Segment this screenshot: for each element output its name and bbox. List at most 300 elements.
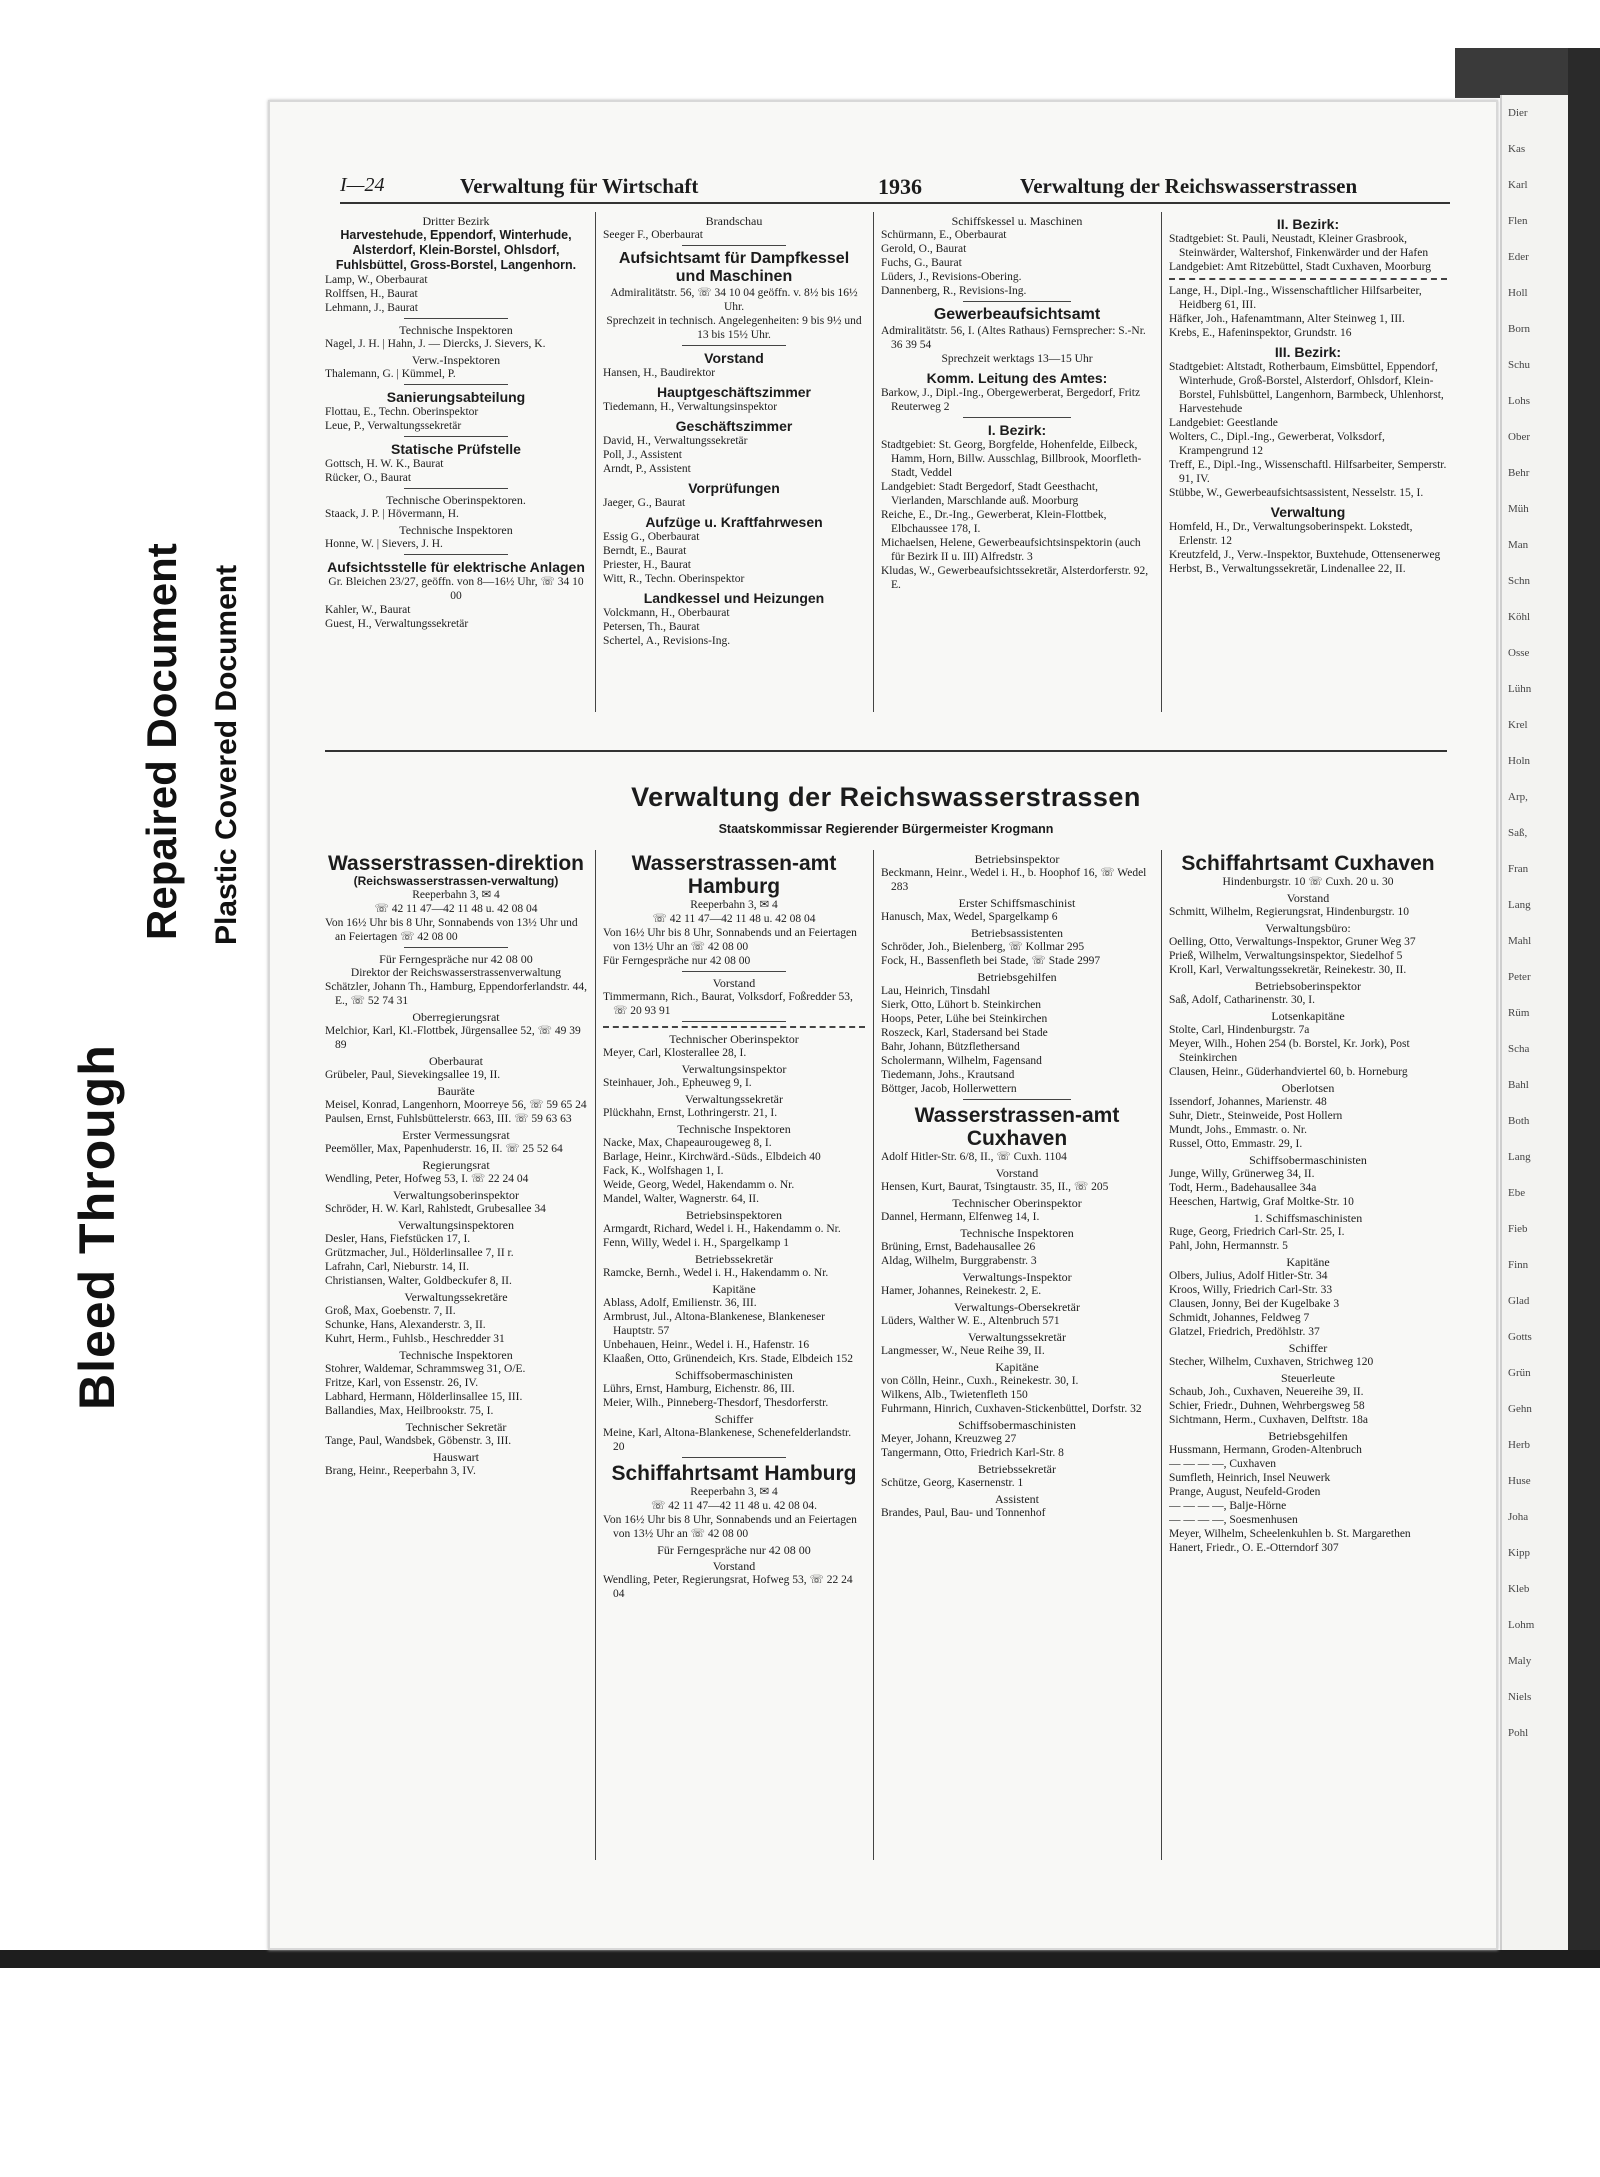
edge-fragment: Holn [1508, 755, 1530, 767]
section-heading: Betriebssekretär [695, 1252, 773, 1266]
entry-line: Tangermann, Otto, Friedrich Karl-Str. 8 [881, 1447, 1064, 1459]
section-heading: Für Ferngespräche nur 42 08 00 [657, 1543, 811, 1557]
running-head-right: Verwaltung der Reichswasserstrassen [1020, 174, 1358, 198]
entry-line: Schätzler, Johann Th., Hamburg, Eppendorferlandstr. 44, E., ☏ 52 74 31 [325, 981, 587, 1007]
section-heading: Betriebsgehilfen [1268, 1429, 1348, 1443]
edge-fragment: Holl [1508, 287, 1528, 299]
entry-line: Schütze, Georg, Kasernenstr. 1 [881, 1477, 1024, 1489]
entry-line: Volckmann, H., Oberbaurat [603, 607, 730, 619]
edge-fragment: Schn [1508, 575, 1530, 587]
entry-line: Wolters, C., Dipl.-Ing., Gewerberat, Volksdorf, Krampengrund 12 [1169, 431, 1385, 457]
entry-line: Sichtmann, Herm., Cuxhaven, Delftstr. 18a [1169, 1414, 1368, 1426]
column-wasserstrassenamt-hamburg [603, 850, 865, 1860]
entry-line: Steinhauer, Joh., Epheuweg 9, I. [603, 1077, 752, 1089]
short-rule [404, 947, 509, 948]
entry-line: Paulsen, Ernst, Fuhlsbüttelerstr. 663, III. ☏ 59 63 63 [325, 1113, 572, 1125]
entry-line: Lehmann, J., Baurat [325, 302, 418, 314]
section-heading: Technische Inspektoren [399, 1348, 513, 1362]
entry-line: Lau, Heinrich, Tinsdahl [881, 985, 991, 997]
entry-line: Hoops, Peter, Lühe bei Steinkirchen [881, 1013, 1048, 1025]
section-heading: Statische Prüfstelle [391, 441, 521, 457]
edge-fragment: Kas [1508, 143, 1526, 155]
short-rule [682, 1021, 787, 1022]
section-heading: Schiffer [714, 1412, 754, 1426]
entry-line: Hanert, Friedr., O. E.-Otterndorf 307 [1169, 1542, 1339, 1554]
entry-line: Brüning, Ernst, Badehausallee 26 [881, 1241, 1036, 1253]
entry-line: Rolffsen, H., Baurat [325, 288, 418, 300]
entry-line: Timmermann, Rich., Baurat, Volksdorf, Foßredder 53, ☏ 20 93 91 [603, 991, 853, 1017]
section-heading: Verwaltungs-Obersekretär [954, 1300, 1080, 1314]
entry-line: Homfeld, H., Dr., Verwaltungsoberinspekt. Lokstedt, Erlenstr. 12 [1169, 521, 1413, 547]
running-head-left: Verwaltung für Wirtschaft [460, 174, 699, 198]
entry-line: Meyer, Wilhelm, Scheelenkuhlen b. St. Margarethen [1169, 1528, 1411, 1540]
scan-dark-corner [1455, 48, 1568, 98]
edge-fragment: Lohm [1508, 1619, 1535, 1631]
entry-line: Thalemann, G. | Kümmel, P. [325, 368, 456, 380]
short-rule [963, 1099, 1072, 1100]
section-heading: Hauptgeschäftszimmer [656, 384, 812, 400]
scan-margin [0, 0, 1600, 48]
entry-line: Peemöller, Max, Papenhuderstr. 16, II. ☏ 25 52 64 [325, 1143, 563, 1155]
section-heading: Verwaltungssekretäre [404, 1290, 508, 1304]
entry-line: Hansen, H., Baudirektor [603, 367, 716, 379]
section-heading: Vorstand [704, 350, 764, 366]
section-heading: Hauswart [433, 1450, 479, 1464]
section-heading: Dritter Bezirk [422, 214, 490, 228]
section-heading: Admiralitätstr. 56, ☏ 34 10 04 geöffn. v. 8½ bis 16½ Uhr. [610, 287, 858, 313]
section-heading: Harvestehude, Eppendorf, Winterhude, Alsterdorf, Klein-Borstel, Ohlsdorf, Fuhlsbüttel, Gross-Borstel, Langenhorn. [335, 228, 577, 272]
edge-fragment: Ebe [1508, 1187, 1526, 1199]
section-heading: ☏ 42 11 47—42 11 48 u. 42 08 04 [652, 913, 816, 925]
section-heading: Schiffskessel u. Maschinen [951, 214, 1083, 228]
entry-line: Desler, Hans, Fiefstücken 17, I. [325, 1233, 471, 1245]
entry-line: Hamer, Johannes, Reinekestr. 2, E. [881, 1285, 1042, 1297]
entry-line: Schunke, Hans, Alexanderstr. 3, II. [325, 1319, 486, 1331]
entry-line: Wilkens, Alb., Twietenfleth 150 [881, 1389, 1028, 1401]
entry-line: Clausen, Jonny, Bei der Kugelbake 3 [1169, 1298, 1340, 1310]
entry-line: Fock, H., Bassenfleth bei Stade, ☏ Stade 2997 [881, 955, 1101, 967]
column-bezirke [1169, 212, 1447, 712]
column-wasserstrassenamt-cuxhaven [881, 850, 1153, 1860]
entry-line: Leue, P., Verwaltungssekretär [325, 420, 462, 432]
entry-line: Sierk, Otto, Lühort b. Steinkirchen [881, 999, 1042, 1011]
entry-line: Meyer, Johann, Kreuzweg 27 [881, 1433, 1017, 1445]
short-rule [404, 436, 509, 437]
entry-line: Stadtgebiet: St. Georg, Borgfelde, Hohenfelde, Eilbeck, Hamm, Horn, Billw. Ausschlag, Billbrook, Moorfleth-Stadt, Veddel [881, 439, 1142, 479]
column-divider [595, 850, 596, 1860]
entry-line: Scholermann, Wilhelm, Fagensand [881, 1055, 1042, 1067]
entry-line: Staack, J. P. | Hövermann, H. [325, 508, 459, 520]
page-number: I—24 [340, 174, 385, 196]
short-rule [963, 301, 1072, 302]
edge-fragment: Fieb [1508, 1223, 1528, 1235]
entry-line: Suhr, Dietr., Steinweide, Post Hollern [1169, 1110, 1343, 1122]
entry-line: Lührs, Ernst, Hamburg, Eichenstr. 86, III. [603, 1383, 795, 1395]
section-heading: Aufsichtsamt für Dampfkessel und Maschinen [618, 250, 850, 285]
section-heading: Vorstand [1286, 891, 1330, 905]
scan-dark-edge [1568, 48, 1600, 1968]
section-heading: Komm. Leitung des Amtes: [926, 370, 1108, 386]
entry-line: Schertel, A., Revisions-Ing. [603, 635, 731, 647]
section-heading: Sanierungsabteilung [386, 389, 526, 405]
edge-fragment: Both [1508, 1115, 1530, 1127]
section-heading: ☏ 42 11 47—42 11 48 u. 42 08 04 [374, 903, 538, 915]
entry-line: Ablass, Adolf, Emilienstr. 36, III. [603, 1297, 757, 1309]
short-rule [963, 417, 1072, 418]
section-heading: Schiffahrtsamt Cuxhaven [1181, 852, 1435, 875]
entry-line: Lamp, W., Oberbaurat [325, 274, 428, 286]
column-divider [873, 212, 874, 712]
entry-line: Lüders, J., Revisions-Obering. [881, 271, 1022, 283]
section-heading: I. Bezirk: [987, 422, 1047, 438]
section-heading: Hindenburgstr. 10 ☏ Cuxh. 20 u. 30 [1222, 876, 1394, 888]
entry-line: Lafrahn, Carl, Nieburstr. 14, II. [325, 1261, 470, 1273]
entry-line: Landgebiet: Geestlande [1169, 417, 1278, 429]
entry-line: Wendling, Peter, Regierungsrat, Hofweg 53, ☏ 22 24 04 [603, 1574, 853, 1600]
entry-line: Fack, K., Wolfshagen 1, I. [603, 1165, 724, 1177]
edge-fragment: Huse [1508, 1475, 1531, 1487]
entry-line: Bahr, Johann, Bützflethersand [881, 1041, 1020, 1053]
section-title: Verwaltung der Reichswasserstrassen [631, 782, 1141, 812]
edge-fragment: Bahl [1508, 1079, 1529, 1091]
section-heading: Steuerleute [1281, 1371, 1335, 1385]
edge-fragment: Peter [1508, 971, 1531, 983]
section-heading: Verwaltungsbüro: [1265, 921, 1351, 935]
entry-line: David, H., Verwaltungssekretär [603, 435, 748, 447]
section-heading: Sprechzeit in technisch. Angelegenheiten: 9 bis 9½ und 13 bis 15½ Uhr. [606, 315, 862, 341]
entry-line: Lüders, Walther W. E., Altenbruch 571 [881, 1315, 1060, 1327]
section-divider [325, 750, 1447, 752]
entry-line: Kludas, W., Gewerbeaufsichtssekretär, Alsterdorferstr. 92, E. [881, 565, 1149, 591]
entry-line: Schier, Friedr., Duhnen, Wehrbergsweg 58 [1169, 1400, 1365, 1412]
entry-line: Pahl, John, Hermannstr. 5 [1169, 1240, 1288, 1252]
entry-line: Russel, Otto, Emmastr. 29, I. [1169, 1138, 1303, 1150]
column-schiffahrtsamt-cuxhaven [1169, 850, 1447, 1860]
entry-line: Nacke, Max, Chapeaurougeweg 8, I. [603, 1137, 772, 1149]
section-heading: Betriebssekretär [978, 1462, 1056, 1476]
entry-line: Beckmann, Heinr., Wedel i. H., b. Hoophof 16, ☏ Wedel 283 [881, 867, 1147, 893]
edge-fragment: Finn [1508, 1259, 1529, 1271]
entry-line: Brandes, Paul, Bau- und Tonnenhof [881, 1507, 1046, 1519]
section-heading: Technische Oberinspektoren. [386, 493, 526, 507]
edge-fragment: Pohl [1508, 1727, 1529, 1739]
section-heading: Verwaltungs-Inspektor [962, 1270, 1072, 1284]
entry-line: Aldag, Wilhelm, Burggrabenstr. 3 [881, 1255, 1037, 1267]
entry-line: Fuchs, G., Baurat [881, 257, 962, 269]
entry-line: Plückhahn, Ernst, Lothringerstr. 21, I. [603, 1107, 778, 1119]
section-heading: Schiffahrtsamt Hamburg [611, 1462, 857, 1485]
entry-line: Schmitt, Wilhelm, Regierungsrat, Hindenburgstr. 10 [1169, 906, 1409, 918]
section-heading: Reeperbahn 3, ✉ 4 [412, 889, 500, 901]
bleed-through-label: Bleed Through [69, 1044, 125, 1410]
entry-line: Meisel, Konrad, Langenhorn, Moorreye 56, ☏ 59 65 24 [325, 1099, 587, 1111]
entry-line: Von 16½ Uhr bis 8 Uhr, Sonnabends von 13½ Uhr und an Feiertagen ☏ 42 08 00 [325, 917, 578, 943]
entry-line: Priester, H., Baurat [603, 559, 692, 571]
short-rule [404, 554, 509, 555]
entry-line: Dannel, Hermann, Elfenweg 14, I. [881, 1211, 1040, 1223]
section-heading: Schiffsobermaschinisten [1249, 1153, 1367, 1167]
edge-fragment: Man [1508, 539, 1529, 551]
edge-fragment: Maly [1508, 1655, 1532, 1667]
entry-line: Kroos, Willy, Friedrich Carl-Str. 33 [1169, 1284, 1333, 1296]
entry-line: Seeger F., Oberbaurat [603, 229, 703, 241]
entry-line: Berndt, E., Baurat [603, 545, 687, 557]
entry-line: Herbst, B., Verwaltungssekretär, Lindenallee 22, II. [1169, 563, 1406, 575]
edge-fragment: Herb [1508, 1439, 1530, 1451]
edge-fragment: Karl [1508, 179, 1528, 191]
section-heading: Gr. Bleichen 23/27, geöffn. von 8—16½ Uhr, ☏ 34 10 00 [328, 576, 584, 602]
section-heading: Oberbaurat [429, 1054, 483, 1068]
entry-line: Grützmacher, Jul., Hölderlinsallee 7, II r. [325, 1247, 514, 1259]
entry-line: Glatzel, Friedrich, Predöhlstr. 37 [1169, 1326, 1320, 1338]
entry-line: Rücker, O., Baurat [325, 472, 412, 484]
edge-fragment: Gehn [1508, 1403, 1532, 1415]
section-heading: (Reichswasserstrassen-verwaltung) [353, 874, 559, 888]
entry-line: Meine, Karl, Altona-Blankenese, Schenefelderlandstr. 20 [603, 1427, 852, 1453]
section-heading: Betriebsoberinspektor [1255, 979, 1361, 993]
entry-line: Klaaßen, Otto, Grünendeich, Krs. Stade, Elbdeich 152 [603, 1353, 854, 1365]
edge-fragment: Lang [1508, 1151, 1531, 1163]
edge-fragment: Grün [1508, 1367, 1531, 1379]
entry-line: Jaeger, G., Baurat [603, 497, 686, 509]
section-heading: Verwaltungsinspektoren [398, 1218, 514, 1232]
section-heading: Kapitäne [712, 1282, 756, 1296]
entry-line: Wendling, Peter, Hofweg 53, I. ☏ 22 24 04 [325, 1173, 529, 1185]
entry-line: Ramcke, Bernh., Wedel i. H., Hakendamm o. Nr. [603, 1267, 829, 1279]
edge-fragment: Mahl [1508, 935, 1532, 947]
edge-fragment: Ober [1508, 431, 1530, 443]
entry-line: Tange, Paul, Wandsbek, Göbenstr. 3, III. [325, 1435, 512, 1447]
entry-line: Hussmann, Hermann, Groden-Altenbruch [1169, 1444, 1362, 1456]
entry-line: Melchior, Karl, Kl.-Flottbek, Jürgensallee 52, ☏ 49 39 89 [325, 1025, 581, 1051]
entry-line: — — — —, Balje-Hörne [1169, 1500, 1287, 1512]
entry-line: Michaelsen, Helene, Gewerbeaufsichtsinspektorin (auch für Bezirk II u. III) Alfredstr. 3 [881, 537, 1141, 563]
section-heading: Schiffsobermaschinisten [958, 1418, 1076, 1432]
section-heading: Wasserstrassen-direktion [328, 852, 584, 875]
edge-fragment: Schu [1508, 359, 1530, 371]
section-heading: ☏ 42 11 47—42 11 48 u. 42 08 04. [651, 1500, 817, 1512]
edge-fragment: Niels [1508, 1691, 1532, 1703]
column-divider [1161, 850, 1162, 1860]
stamp-labels [60, 420, 260, 1420]
section-heading: Erster Vermessungsrat [402, 1128, 510, 1142]
entry-line: Böttger, Jacob, Hollerwettern [881, 1083, 1017, 1095]
entry-line: Schröder, H. W. Karl, Rahlstedt, Grubesallee 34 [325, 1203, 546, 1215]
entry-line: Stadtgebiet: Altstadt, Rotherbaum, Eimsbüttel, Eppendorf, Winterhude, Groß-Borstel, Alsterdorf, Ohlsdorf, Klein-Borstel, Fuhlsbüttel, Langenhorn, Barmbeck, Uhlenhorst, Harvestehude [1169, 361, 1444, 415]
column-divider [595, 212, 596, 712]
section-heading: Betriebsgehilfen [977, 970, 1057, 984]
entry-line: Von 16½ Uhr bis 8 Uhr, Sonnabends und an Feiertagen von 13½ Uhr an ☏ 42 08 00 [603, 1514, 857, 1540]
entry-line: Fuhrmann, Hinrich, Cuxhaven-Stickenbüttel, Dorfstr. 32 [881, 1403, 1142, 1415]
section-heading: Technischer Oberinspektor [952, 1196, 1082, 1210]
section-heading: Betriebsinspektor [974, 852, 1060, 866]
entry-line: Issendorf, Johannes, Marienstr. 48 [1169, 1096, 1327, 1108]
entry-line: Unbehauen, Heinr., Wedel i. H., Hafenstr. 16 [603, 1339, 810, 1351]
entry-line: Nagel, J. H. | Hahn, J. — Diercks, J. Sievers, K. [325, 338, 546, 350]
column-aufsichtsamt [603, 212, 865, 712]
short-rule [682, 245, 787, 246]
section-heading: III. Bezirk: [1274, 344, 1342, 360]
section-heading: Verwaltungsoberinspektor [393, 1188, 519, 1202]
entry-line: Stadtgebiet: St. Pauli, Neustadt, Kleiner Grasbrook, Steinwärder, Waltershof, Finkenwärder und der Hafen [1169, 233, 1429, 259]
entry-line: Arndt, P., Assistent [603, 463, 691, 475]
document-page [268, 100, 1498, 1950]
entry-line: Armbrust, Jul., Altona-Blankenese, Blankeneser Hauptstr. 57 [603, 1311, 825, 1337]
edge-fragment: Eder [1508, 251, 1529, 263]
section-heading: Kapitäne [1286, 1255, 1330, 1269]
section-heading: Schiffsobermaschinisten [675, 1368, 793, 1382]
section-heading: Technische Inspektoren [399, 523, 513, 537]
entry-line: Barkow, J., Dipl.-Ing., Obergewerberat, Bergedorf, Fritz Reuterweg 2 [881, 387, 1141, 413]
entry-line: Honne, W. | Sievers, J. H. [325, 538, 443, 550]
entry-line: Admiralitätstr. 56, I. (Altes Rathaus) Fernsprecher: S.-Nr. 36 39 54 [881, 325, 1146, 351]
entry-line: Landgebiet: Stadt Bergedorf, Stadt Geesthacht, Vierlanden, Marschlande auß. Moorburg [881, 481, 1098, 507]
edge-fragment: Kleb [1508, 1583, 1530, 1595]
entry-line: Häfker, Joh., Hafenamtmann, Alter Steinweg 1, III. [1169, 313, 1405, 325]
entry-line: Ruge, Georg, Friedrich Carl-Str. 25, I. [1169, 1226, 1345, 1238]
entry-line: Schürmann, E., Oberbaurat [881, 229, 1007, 241]
section-heading: Verwaltungssekretär [968, 1330, 1066, 1344]
entry-line: Meier, Wilh., Pinneberg-Thesdorf, Thesdorferstr. [603, 1397, 829, 1409]
section-heading: Reeperbahn 3, ✉ 4 [690, 899, 778, 911]
edge-fragment: Flen [1508, 215, 1528, 227]
section-heading: Bauräte [437, 1084, 475, 1098]
section-heading: Vorprüfungen [688, 480, 780, 496]
edge-fragment: Lühn [1508, 683, 1532, 695]
entry-line: Flottau, E., Techn. Oberinspektor [325, 406, 479, 418]
section-heading: Verwaltungssekretär [685, 1092, 783, 1106]
entry-line: Tiedemann, Johs., Krautsand [881, 1069, 1015, 1081]
entry-line: Olbers, Julius, Adolf Hitler-Str. 34 [1169, 1270, 1328, 1282]
edge-fragment: Osse [1508, 647, 1530, 659]
entry-line: — — — —, Soesmenhusen [1169, 1514, 1298, 1526]
edge-fragment: Dier [1508, 107, 1528, 119]
section-heading: Geschäftszimmer [675, 418, 793, 434]
entry-line: Todt, Herm., Badehausallee 34a [1169, 1182, 1317, 1194]
entry-line: Weide, Georg, Wedel, Hakendamm o. Nr. [603, 1179, 795, 1191]
entry-line: Langmesser, W., Neue Reihe 39, II. [881, 1345, 1045, 1357]
column-divider [873, 850, 874, 1860]
entry-line: Essig G., Oberbaurat [603, 531, 700, 543]
section-heading: Wasserstrassen-amt Hamburg [631, 852, 837, 898]
entry-line: Hanusch, Max, Wedel, Spargelkamp 6 [881, 911, 1058, 923]
section-heading: Schiffer [1288, 1341, 1328, 1355]
entry-line: — — — —, Cuxhaven [1169, 1458, 1277, 1470]
entry-line: Gottsch, H. W. K., Baurat [325, 458, 444, 470]
entry-line: Krebs, E., Hafeninspektor, Grundstr. 16 [1169, 327, 1352, 339]
entry-line: Prieß, Wilhelm, Verwaltungsinspektor, Siedelhof 5 [1169, 950, 1403, 962]
section-heading: Vorstand [995, 1166, 1039, 1180]
edge-fragment: Joha [1508, 1511, 1529, 1523]
entry-line: Schröder, Joh., Bielenberg, ☏ Kollmar 295 [881, 941, 1085, 953]
section-heading: Aufsichtsstelle für elektrische Anlagen [327, 559, 585, 575]
entry-line: Poll, J., Assistent [603, 449, 682, 461]
edge-fragment: Arp, [1508, 791, 1528, 803]
entry-line: Labhard, Hermann, Hölderlinsallee 15, III. [325, 1391, 523, 1403]
entry-line: Barlage, Heinr., Kirchwärd.-Süds., Elbdeich 40 [603, 1151, 821, 1163]
edge-fragment: Fran [1508, 863, 1529, 875]
edge-fragment: Behr [1508, 467, 1530, 479]
section-heading: Reeperbahn 3, ✉ 4 [690, 1486, 778, 1498]
edge-fragment: Lohs [1508, 395, 1530, 407]
section-heading: Verw.-Inspektoren [411, 353, 501, 367]
entry-line: Treff, E., Dipl.-Ing., Wissenschaftl. Hilfsarbeiter, Semperstr. 91, IV. [1169, 459, 1447, 485]
entry-line: Kroll, Karl, Verwaltungssekretär, Reinekestr. 30, II. [1169, 964, 1407, 976]
entry-line: Saß, Adolf, Catharinenstr. 30, I. [1169, 994, 1315, 1006]
section-heading: Technische Inspektoren [399, 323, 513, 337]
edge-fragment: Gotts [1508, 1331, 1532, 1343]
column-divider [1161, 212, 1162, 712]
edge-fragment: Lang [1508, 899, 1531, 911]
entry-line: Sumfleth, Heinrich, Insel Neuwerk [1169, 1472, 1331, 1484]
section-heading: Verwaltungsinspektor [681, 1062, 787, 1076]
edge-fragment: Born [1508, 323, 1530, 335]
entry-line: Guest, H., Verwaltungssekretär [325, 618, 469, 630]
edge-fragment: Saß, [1508, 827, 1528, 839]
section-heading: Aufzüge u. Kraftfahrwesen [645, 514, 823, 530]
edge-fragment: Rüm [1508, 1007, 1530, 1019]
entry-line: Stohrer, Waldemar, Schrammsweg 31, O/E. [325, 1363, 526, 1375]
entry-line: Grübeler, Paul, Sievekingsallee 19, II. [325, 1069, 501, 1081]
entry-line: Heeschen, Hartwig, Graf Moltke-Str. 10 [1169, 1196, 1354, 1208]
short-rule [682, 345, 787, 346]
edge-fragment: Kipp [1508, 1547, 1530, 1559]
entry-line: Kahler, W., Baurat [325, 604, 411, 616]
section-heading: Technischer Sekretär [405, 1420, 507, 1434]
column-gewerbeaufsichtsamt [881, 212, 1153, 712]
column-wasserstrassendirektion [325, 850, 587, 1860]
section-heading: II. Bezirk: [1276, 216, 1340, 232]
section-heading: Lotsenkapitäne [1271, 1009, 1345, 1023]
short-rule [404, 318, 509, 319]
section-heading: Betriebsassistenten [971, 926, 1063, 940]
entry-line: Armgardt, Richard, Wedel i. H., Hakendamm o. Nr. [603, 1223, 841, 1235]
plastic-covered-label: Plastic Covered Document [210, 564, 243, 945]
dashed-rule [603, 1026, 865, 1028]
section-heading: Für Ferngespräche nur 42 08 00 [379, 952, 533, 966]
entry-line: Meyer, Carl, Klosterallee 28, I. [603, 1047, 747, 1059]
short-rule [404, 384, 509, 385]
entry-line: Fenn, Willy, Wedel i. H., Spargelkamp 1 [603, 1237, 789, 1249]
scan-bottom-strip [0, 1950, 1600, 1968]
section-heading: Erster Schiffsmaschinist [958, 896, 1076, 910]
section-heading: Technische Inspektoren [960, 1226, 1074, 1240]
entry-line: von Cölln, Heinr., Cuxh., Reinekestr. 30, I. [881, 1375, 1079, 1387]
running-head-year: 1936 [878, 174, 922, 199]
entry-line: Reiche, E., Dr.-Ing., Gewerberat, Klein-Flottbek, Elbchaussee 178, I. [881, 509, 1107, 535]
entry-line: Für Ferngespräche nur 42 08 00 [603, 955, 751, 967]
column-dritter-bezirk [325, 212, 587, 712]
section-heading: Landkessel und Heizungen [643, 590, 825, 606]
section-heading: Technischer Oberinspektor [669, 1032, 799, 1046]
entry-line: Prange, August, Neufeld-Groden [1169, 1486, 1321, 1498]
section-heading: Vorstand [712, 1559, 756, 1573]
section-heading: Vorstand [712, 976, 756, 990]
entry-line: Gerold, O., Baurat [881, 243, 967, 255]
entry-line: Brang, Heinr., Reeperbahn 3, IV. [325, 1465, 476, 1477]
entry-line: Hensen, Kurt, Baurat, Tsingtaustr. 35, II., ☏ 205 [881, 1181, 1109, 1193]
entry-line: Mandel, Walter, Wagnerstr. 64, II. [603, 1193, 759, 1205]
section-heading: Verwaltung [1270, 504, 1346, 520]
short-rule [682, 971, 787, 972]
section-heading: Brandschau [705, 214, 763, 228]
section-heading: Technische Inspektoren [677, 1122, 791, 1136]
edge-fragment: Müh [1508, 503, 1529, 515]
edge-fragment: Glad [1508, 1295, 1530, 1307]
entry-line: Ballandies, Max, Heilbrookstr. 75, I. [325, 1405, 494, 1417]
entry-line: Oelling, Otto, Verwaltungs-Inspektor, Gruner Weg 37 [1169, 936, 1416, 948]
entry-line: Lange, H., Dipl.-Ing., Wissenschaftlicher Hilfsarbeiter, Heidberg 61, III. [1169, 285, 1422, 311]
